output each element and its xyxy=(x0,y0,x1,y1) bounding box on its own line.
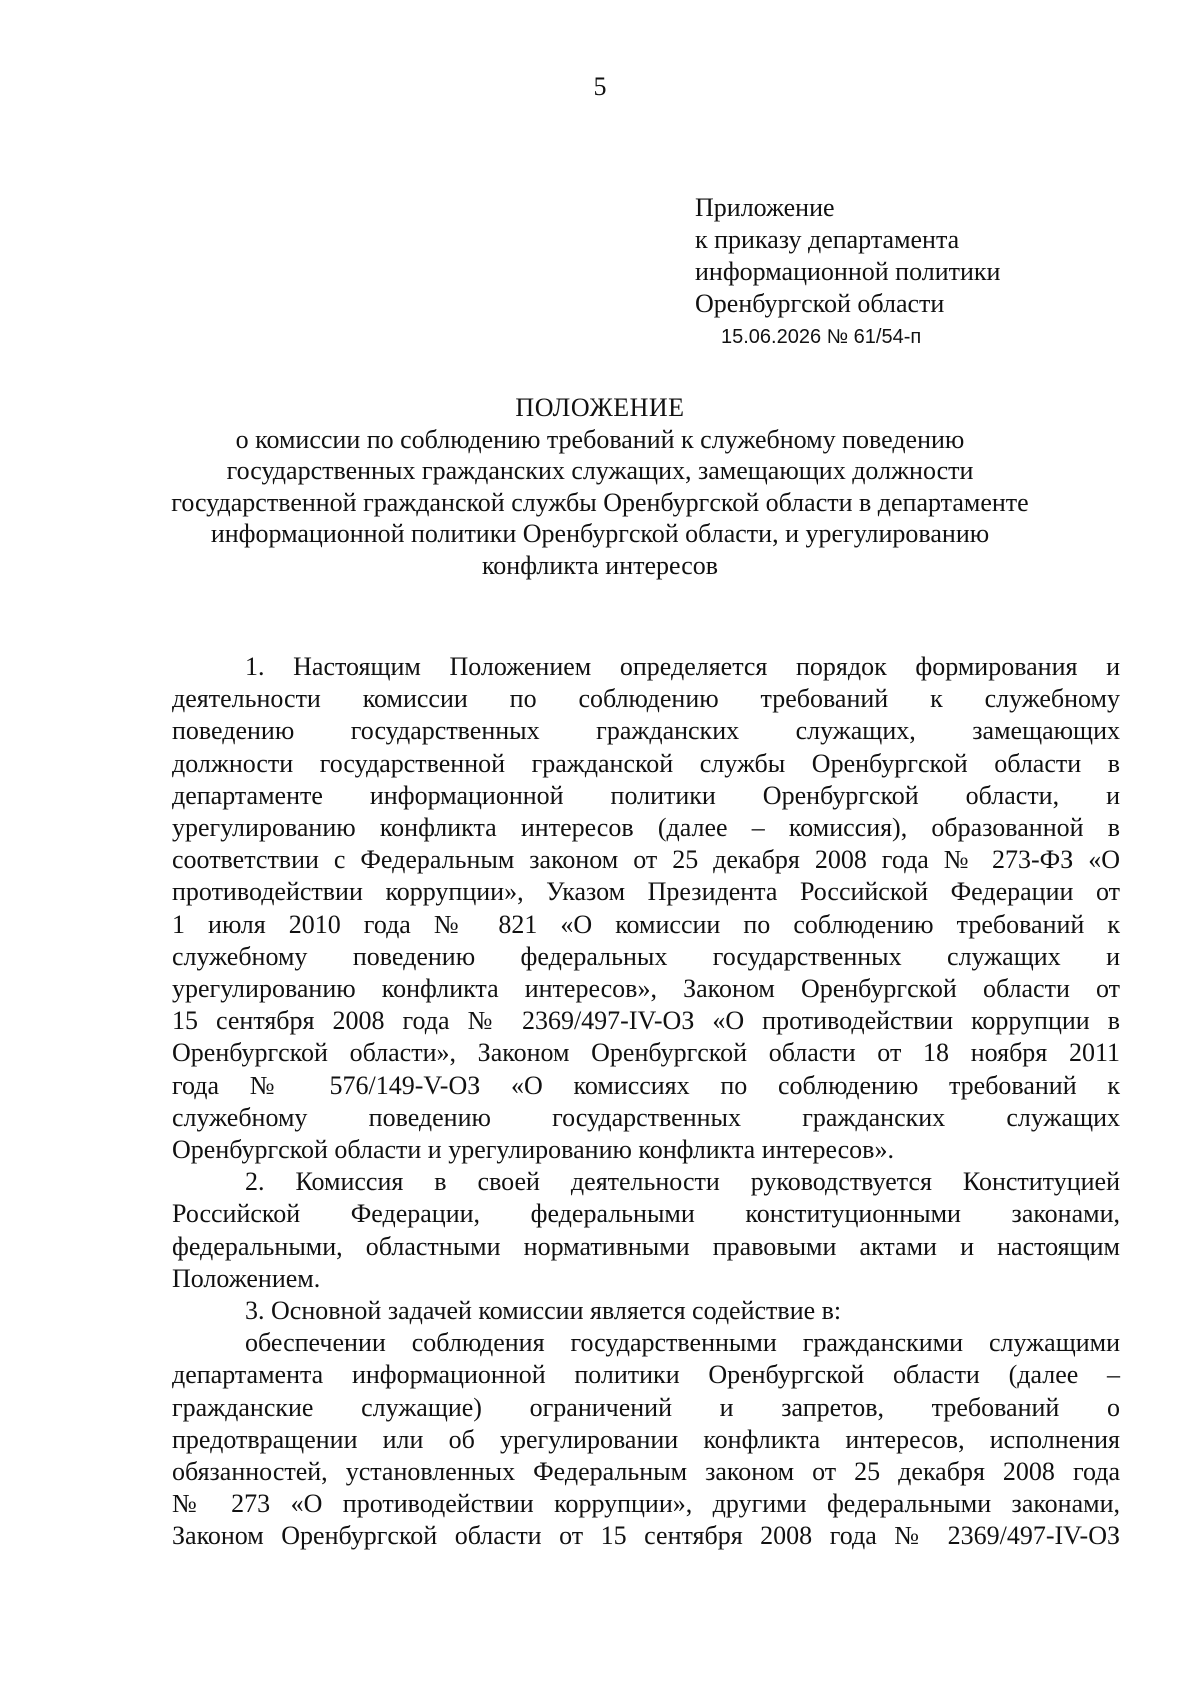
body-line: 15 сентября 2008 года № 2369/497-IV-ОЗ «О противодействии коррупции в xyxy=(172,1006,1120,1036)
body-line: урегулированию конфликта интересов», Законом Оренбургской области от xyxy=(172,974,1120,1004)
body-line: противодействии коррупции», Указом Президента Российской Федерации от xyxy=(172,877,1120,907)
title-line: государственных гражданских служащих, замещающих должности xyxy=(226,456,974,485)
title-heading: ПОЛОЖЕНИЕ xyxy=(515,393,685,422)
document-title xyxy=(140,392,1060,581)
title-line: информационной политики Оренбургской области, и урегулированию xyxy=(210,519,990,548)
body-line: деятельности комиссии по соблюдению требований к служебному xyxy=(172,684,1120,714)
title-line: конфликта интересов xyxy=(481,550,719,580)
title-line: государственной гражданской службы Оренбургской области в департаменте xyxy=(171,487,1029,517)
body-line: Оренбургской области и урегулированию конфликта интересов». xyxy=(172,1135,894,1165)
body-line: предотвращении или об урегулировании конфликта интересов, исполнения xyxy=(172,1424,1120,1454)
body-line: Законом Оренбургской области от 15 сентября 2008 года № 2369/497-IV-ОЗ xyxy=(172,1521,1120,1551)
body-line: департамента информационной политики Оренбургской области (далее – xyxy=(172,1360,1120,1390)
body-line: гражданские служащие) ограничений и запретов, требований о xyxy=(172,1392,1120,1422)
page-number: 5 xyxy=(593,72,607,101)
body-line: урегулированию конфликта интересов (далее – комиссия), образованной в xyxy=(172,813,1120,843)
body-line: № 273 «О противодействии коррупции», другими федеральными законами, xyxy=(172,1489,1120,1519)
title-line: о комиссии по соблюдению требований к служебному поведению xyxy=(235,424,965,454)
body-line: 1. Настоящим Положением определяется порядок формирования и xyxy=(245,652,1120,681)
annex-line: Оренбургской области xyxy=(695,289,945,318)
body-line: обеспечении соблюдения государственными гражданскими служащими xyxy=(245,1328,1120,1358)
order-reference: 15.06.2026 № 61/54-п xyxy=(721,326,922,348)
body-line: поведению государственных гражданских служащих, замещающих xyxy=(172,716,1120,746)
annex-line: информационной политики xyxy=(695,257,1001,286)
body-line: служебному поведению государственных гражданских служащих xyxy=(172,1102,1120,1132)
annex-block xyxy=(695,192,1000,352)
body-line: соответствии с Федеральным законом от 25 декабря 2008 года № 273-ФЗ «О xyxy=(172,845,1120,875)
annex-line: к приказу департамента xyxy=(695,225,960,254)
body-line: Оренбургской области», Законом Оренбургской области от 18 ноября 2011 xyxy=(172,1038,1120,1068)
annex-line: Приложение xyxy=(695,193,835,222)
body-line: 1 июля 2010 года № 821 «О комиссии по соблюдению требований к xyxy=(172,909,1120,939)
body-line: должности государственной гражданской службы Оренбургской области в xyxy=(172,748,1120,778)
body-line: года № 576/149-V-ОЗ «О комиссиях по соблюдению требований к xyxy=(172,1070,1120,1100)
body-line: служебному поведению федеральных государственных служащих и xyxy=(172,941,1120,971)
body-line: департаменте информационной политики Оренбургской области, и xyxy=(172,780,1120,810)
body-line: 3. Основной задачей комиссии является содействие в: xyxy=(245,1296,842,1326)
document-body xyxy=(172,651,1120,1553)
body-line: Российской Федерации, федеральными конституционными законами, xyxy=(172,1199,1120,1229)
body-line: Положением. xyxy=(172,1263,321,1293)
body-line: обязанностей, установленных Федеральным законом от 25 декабря 2008 года xyxy=(172,1457,1120,1487)
body-line: 2. Комиссия в своей деятельности руководствуется Конституцией xyxy=(245,1167,1120,1197)
body-line: федеральными, областными нормативными правовыми актами и настоящим xyxy=(172,1231,1120,1261)
